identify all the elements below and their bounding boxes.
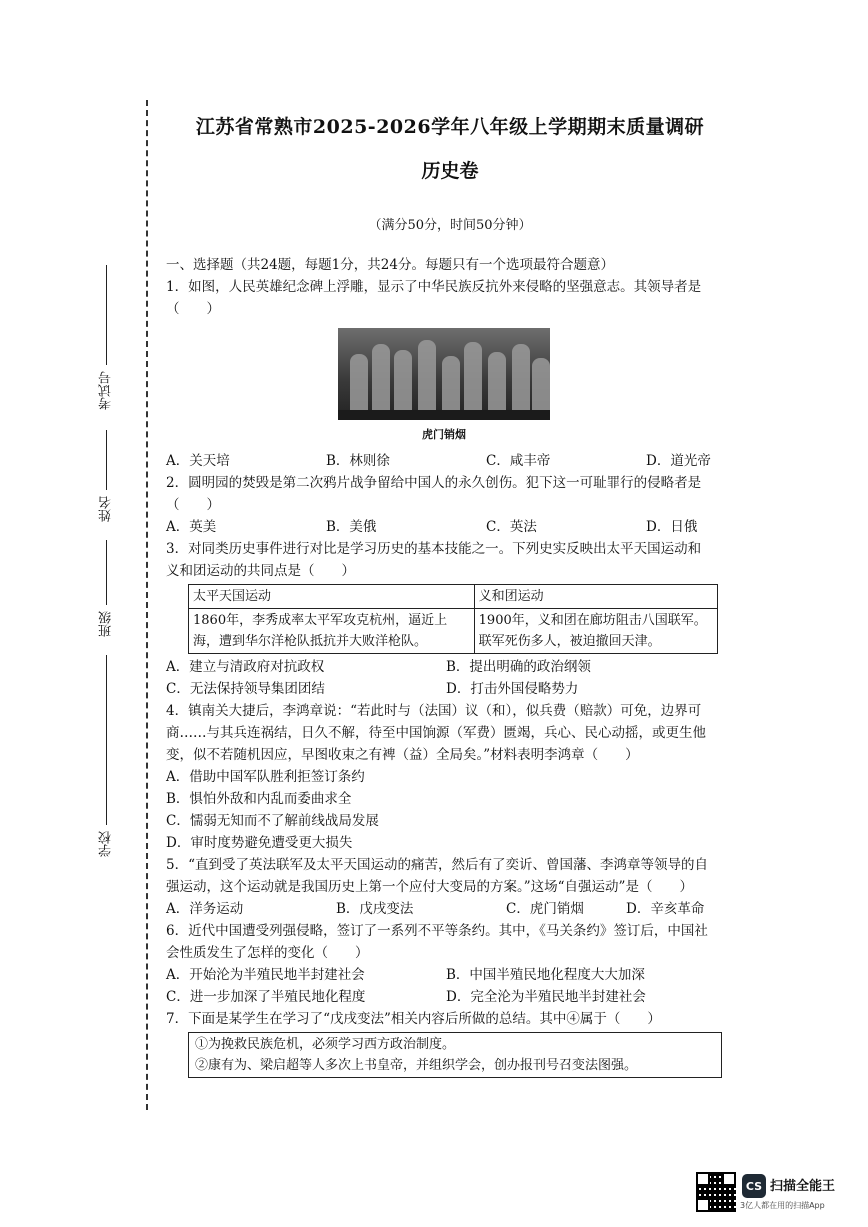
- exam-no-label: 考试号: [98, 371, 114, 410]
- q4-line-1: 4．镇南关大捷后，李鸿章说：“若此时与（法国）议（和），似兵费（赔款）可免，边界可: [166, 703, 702, 719]
- exam-meta: （满分50分，时间50分钟）: [368, 218, 532, 233]
- q4-option-c: C．懦弱无知而不了解前线战局发展: [166, 813, 379, 829]
- q6-option-a: A．开始沦为半殖民地半封建社会: [166, 967, 365, 983]
- q6-line-1: 6．近代中国遭受列强侵略，签订了一系列不平等条约。其中，《马关条约》签订后，中国社: [166, 923, 708, 939]
- q6-option-d: D．完全沦为半殖民地半封建社会: [446, 989, 646, 1005]
- camscanner-logo-icon: CS: [742, 1174, 766, 1198]
- q4-line-2: 商……与其兵连祸结，日久不解，待至中国饷源（军费）匮竭，兵心、民心动摇，或更生他: [166, 725, 706, 741]
- q1-figure: [338, 328, 550, 446]
- q4-option-b: B．惧怕外敌和内乱而委曲求全: [166, 791, 352, 807]
- binding-exam-no: [88, 265, 124, 416]
- q1-options: [166, 450, 726, 472]
- q3-option-d: D．打击外国侵略势力: [446, 681, 579, 697]
- q1-option-c: C．咸丰帝: [486, 453, 551, 469]
- q3-comparison-table: [188, 584, 718, 654]
- school-label: 学校: [98, 831, 114, 857]
- q1-blank: （ ）: [166, 301, 220, 317]
- question-content: [166, 254, 726, 1078]
- q7-stem: 7．下面是某学生在学习了“戊戌变法”相关内容后所做的总结。其中④属于（ ）: [166, 1011, 661, 1027]
- q6-options-row1: [166, 964, 726, 986]
- q2-blank: （ ）: [166, 497, 220, 513]
- q6-options-row2: [166, 986, 726, 1008]
- scanner-brand: 扫描全能王: [770, 1179, 836, 1194]
- q2-option-d: D．日俄: [646, 519, 698, 535]
- q2-stem: 2．圆明园的焚毁是第二次鸦片战争留给中国人的永久创伤。犯下这一可耻罪行的侵略者是: [166, 475, 702, 491]
- q4-option-d: D．审时度势避免遭受更大损失: [166, 835, 353, 851]
- q4-option-a: A．借助中国军队胜利拒签订条约: [166, 769, 365, 785]
- table-header-boxer: 义和团运动: [474, 585, 717, 609]
- exam-title: 江苏省常熟市2025-2026学年八年级上学期期末质量调研: [195, 116, 705, 138]
- relief-image: [338, 328, 550, 420]
- scanner-tagline: 3亿人都在用的扫描App: [740, 1201, 825, 1210]
- q1-option-d: D．道光帝: [646, 453, 711, 469]
- q5-line-2: 强运动，这个运动就是我国历史上第一个应付大变局的方案。”这场“自强运动”是（ ）: [166, 879, 693, 895]
- table-cell-boxer: 1900年，义和团在廊坊阻击八国联军。联军死伤多人，被迫撤回天津。: [474, 609, 717, 654]
- q3-option-a: A．建立与清政府对抗政权: [166, 659, 325, 675]
- q2-option-a: A．英美: [166, 519, 217, 535]
- q5-option-b: B．戊戌变法: [336, 901, 414, 917]
- table-cell-taiping: 1860年，李秀成率太平军攻克杭州，逼近上海，遭到华尔洋枪队抵抗并大败洋枪队。: [189, 609, 475, 654]
- q4-line-3: 变，似不若随机因应，早图收束之有裨（益）全局矣。”材料表明李鸿章（ ）: [166, 747, 639, 763]
- q6-option-c: C．进一步加深了半殖民地化程度: [166, 989, 366, 1005]
- binding-name: [88, 430, 124, 528]
- table-header-taiping: 太平天国运动: [189, 585, 475, 609]
- binding-school: [88, 655, 124, 863]
- q5-option-a: A．洋务运动: [166, 901, 244, 917]
- q7-item-1: ①为挽救民族危机，必须学习西方政治制度。: [195, 1037, 456, 1052]
- q5-option-d: D．辛亥革命: [626, 901, 705, 917]
- q3-option-b: B．提出明确的政治纲领: [446, 659, 591, 675]
- q5-option-c: C．虎门销烟: [506, 901, 584, 917]
- q3-options-row2: [166, 678, 726, 700]
- q3-options-row1: [166, 656, 726, 678]
- q2-option-c: C．英法: [486, 519, 537, 535]
- class-label: 班级: [98, 611, 114, 637]
- q1-stem: 1．如图，人民英雄纪念碑上浮雕，显示了中华民族反抗外来侵略的坚强意志。其领导者是: [166, 279, 702, 295]
- qr-code-icon: [696, 1172, 736, 1212]
- q3-option-c: C．无法保持领导集团团结: [166, 681, 325, 697]
- exam-subtitle: 历史卷: [421, 160, 479, 182]
- q5-line-1: 5．“直到受了英法联军及太平天国运动的痛苦，然后有了奕䜣、曾国藩、李鸿章等领导的自: [166, 857, 708, 873]
- section-heading: 一、选择题（共24题，每题1分，共24分。每题只有一个选项最符合题意）: [166, 257, 614, 273]
- q2-option-b: B．美俄: [326, 519, 377, 535]
- q2-options: [166, 516, 726, 538]
- name-label: 姓名: [98, 496, 114, 522]
- q5-options: [166, 898, 726, 920]
- q1-option-a: A．关天培: [166, 453, 230, 469]
- figure-caption: 虎门销烟: [422, 428, 466, 441]
- binding-dashed-line: [146, 100, 148, 1110]
- q3-stem-1: 3．对同类历史事件进行对比是学习历史的基本技能之一。下列史实反映出太平天国运动和: [166, 541, 702, 557]
- binding-class: [88, 540, 124, 643]
- q6-line-2: 会性质发生了怎样的变化（ ）: [166, 945, 369, 961]
- q3-stem-2: 义和团运动的共同点是（ ）: [166, 563, 355, 579]
- q1-option-b: B．林则徐: [326, 453, 390, 469]
- q7-summary-box: [188, 1032, 722, 1078]
- q7-item-2: ②康有为、梁启超等人多次上书皇帝，并组织学会，创办报刊号召变法图强。: [195, 1058, 638, 1073]
- q6-option-b: B．中国半殖民地化程度大大加深: [446, 967, 645, 983]
